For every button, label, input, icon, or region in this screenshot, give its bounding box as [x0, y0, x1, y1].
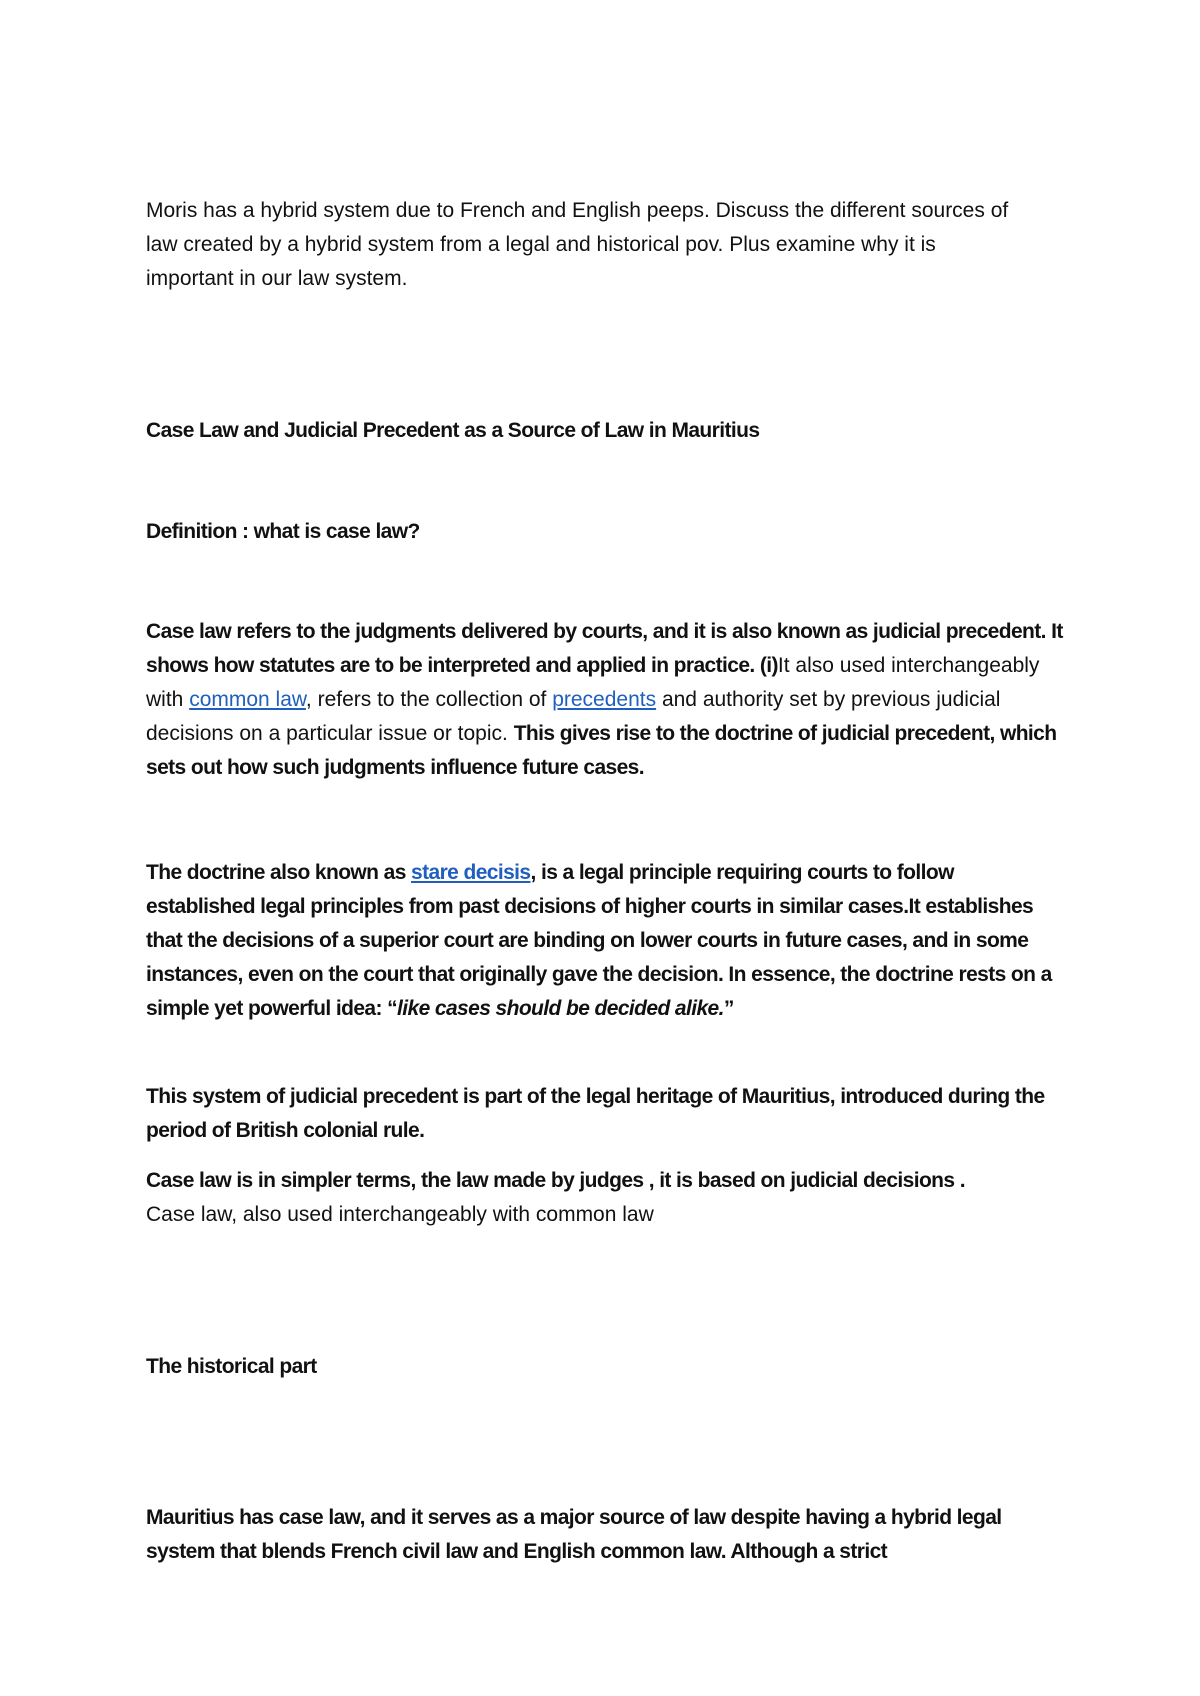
precedents-link[interactable]: precedents: [552, 688, 657, 711]
common-law-link[interactable]: common law: [189, 688, 306, 711]
intro-line-3: important in our law system.: [146, 267, 408, 290]
intro-paragraph: [146, 194, 1066, 296]
intro-line-2: law created by a hybrid system from a legal and historical pov. Plus examine why it is: [146, 233, 936, 256]
section-heading: Case Law and Judicial Precedent as a Source of Law in Mauritius: [146, 419, 760, 442]
doctrine-part-3: ”: [723, 997, 734, 1020]
simpler-paragraph: Case law is in simpler terms, the law made by judges , it is based on judicial decisions .: [146, 1169, 965, 1192]
system-paragraph: This system of judicial precedent is part of the legal heritage of Mauritius, introduced during the period of British colonial rule.: [146, 1085, 1045, 1142]
stare-decisis-link[interactable]: stare decisis: [411, 861, 531, 884]
definition-normal-2: , refers to the collection of: [305, 688, 553, 711]
historical-heading: The historical part: [146, 1355, 317, 1378]
definition-normal-3: and authority set by previous judicial decisions on a particular issue or topic.: [146, 688, 1001, 745]
definition-bold-start: Case law refers to the judgments delivered by courts, and it is also known as judicial precedent. It shows how statutes are to be interpreted and applied in practice. (i): [146, 620, 1063, 677]
intro-line-1: Moris has a hybrid system due to French and English peeps. Discuss the different sources of: [146, 199, 1009, 222]
doctrine-part-2: , is a legal principle requiring courts to follow established legal principles from past decisions of higher courts in similar cases.It establishes that the decisions of a superior court are binding on lower courts in future cases, and in some instances, even on the court that originally gave the decision. In essence, the doctrine rests on a simple yet powerful idea: “: [146, 861, 1052, 1020]
definition-heading: Definition : what is case law?: [146, 520, 420, 543]
doctrine-part-1: The doctrine also known as: [146, 861, 412, 884]
definition-bold-end: This gives rise to the doctrine of judicial precedent, which sets out how such judgments influence future cases.: [146, 722, 1057, 779]
historical-paragraph: Mauritius has case law, and it serves as a major source of law despite having a hybrid legal system that blends French civil law and English common law. Although a strict: [146, 1506, 1002, 1563]
doctrine-quote: like cases should be decided alike.: [397, 997, 724, 1020]
doctrine-paragraph: [146, 856, 1066, 1026]
definition-paragraph: [146, 615, 1066, 785]
definition-normal-1: It also used interchangeably with: [146, 654, 1040, 711]
interchange-paragraph: Case law, also used interchangeably with common law: [146, 1203, 654, 1226]
